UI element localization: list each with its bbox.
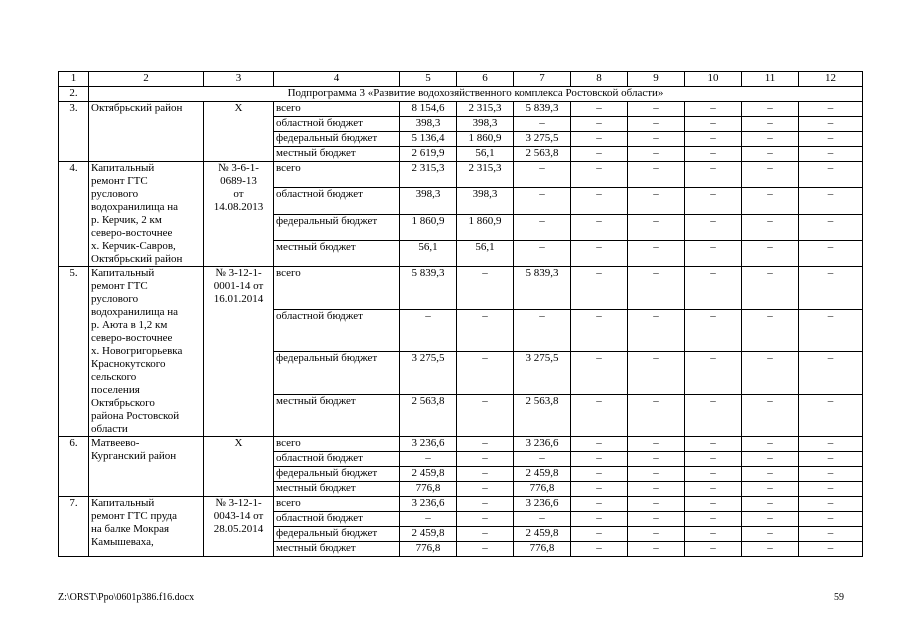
value-cell-7: –	[514, 117, 571, 132]
funding-source: местный бюджет	[274, 542, 400, 557]
value-cell-5: 2 459,8	[400, 527, 457, 542]
value-cell-12: –	[799, 309, 863, 352]
row-number: 4.	[59, 162, 89, 267]
value-cell-6: 1 860,9	[457, 214, 514, 240]
value-cell-6: –	[457, 542, 514, 557]
value-cell-5: –	[400, 512, 457, 527]
value-cell-5: 1 860,9	[400, 214, 457, 240]
value-cell-9: –	[628, 394, 685, 437]
value-cell-6: –	[457, 452, 514, 467]
value-cell-12: –	[799, 527, 863, 542]
value-cell-12: –	[799, 497, 863, 512]
value-cell-9: –	[628, 214, 685, 240]
value-cell-8: –	[571, 162, 628, 188]
value-cell-9: –	[628, 497, 685, 512]
value-cell-6: –	[457, 512, 514, 527]
value-cell-9: –	[628, 467, 685, 482]
value-cell-9: –	[628, 482, 685, 497]
value-cell-8: –	[571, 467, 628, 482]
table-body	[59, 72, 863, 557]
funding-source: всего	[274, 497, 400, 512]
value-cell-9: –	[628, 437, 685, 452]
header-row	[59, 72, 863, 87]
value-cell-11: –	[742, 394, 799, 437]
value-cell-6: –	[457, 467, 514, 482]
value-cell-12: –	[799, 452, 863, 467]
document-number: № 3-6-1- 0689-13 от 14.08.2013	[204, 162, 274, 267]
value-cell-10: –	[685, 117, 742, 132]
value-cell-9: –	[628, 188, 685, 214]
value-cell-7: 3 236,6	[514, 437, 571, 452]
value-cell-8: –	[571, 542, 628, 557]
value-cell-6: 2 315,3	[457, 162, 514, 188]
value-cell-7: 3 236,6	[514, 497, 571, 512]
value-cell-5: 5 136,4	[400, 132, 457, 147]
value-cell-6: 398,3	[457, 117, 514, 132]
object-name: Октябрьский район	[89, 102, 204, 162]
value-cell-5: 398,3	[400, 117, 457, 132]
value-cell-6: –	[457, 497, 514, 512]
object-name: Матвеево- Курганский район	[89, 437, 204, 497]
value-cell-5: 398,3	[400, 188, 457, 214]
value-cell-12: –	[799, 147, 863, 162]
row-number: 7.	[59, 497, 89, 557]
value-cell-10: –	[685, 132, 742, 147]
value-cell-9: –	[628, 147, 685, 162]
header-cell-7: 7	[514, 72, 571, 87]
value-cell-10: –	[685, 512, 742, 527]
value-cell-11: –	[742, 452, 799, 467]
funding-source: областной бюджет	[274, 117, 400, 132]
value-cell-12: –	[799, 467, 863, 482]
value-cell-9: –	[628, 452, 685, 467]
value-cell-11: –	[742, 188, 799, 214]
value-cell-11: –	[742, 214, 799, 240]
document-number: Х	[204, 102, 274, 162]
funding-source: областной бюджет	[274, 512, 400, 527]
header-cell-1: 1	[59, 72, 89, 87]
value-cell-11: –	[742, 147, 799, 162]
value-cell-12: –	[799, 162, 863, 188]
value-cell-8: –	[571, 497, 628, 512]
funding-source: федеральный бюджет	[274, 132, 400, 147]
value-cell-12: –	[799, 267, 863, 310]
value-cell-10: –	[685, 437, 742, 452]
value-cell-8: –	[571, 452, 628, 467]
value-cell-7: –	[514, 240, 571, 266]
value-cell-10: –	[685, 214, 742, 240]
table-row	[59, 497, 863, 512]
funding-source: федеральный бюджет	[274, 352, 400, 395]
table-row	[59, 267, 863, 310]
header-cell-2: 2	[89, 72, 204, 87]
value-cell-10: –	[685, 482, 742, 497]
value-cell-8: –	[571, 352, 628, 395]
value-cell-9: –	[628, 352, 685, 395]
value-cell-9: –	[628, 102, 685, 117]
value-cell-12: –	[799, 394, 863, 437]
value-cell-11: –	[742, 309, 799, 352]
object-name: Капитальный ремонт ГТС руслового водохранилища на р. Аюта в 1,2 км северо-восточнее х. Новогригорьевка Краснокутского сельского поселения Октябрьского района Ростовской области	[89, 267, 204, 437]
value-cell-7: 2 459,8	[514, 527, 571, 542]
header-cell-8: 8	[571, 72, 628, 87]
header-cell-6: 6	[457, 72, 514, 87]
value-cell-9: –	[628, 527, 685, 542]
value-cell-8: –	[571, 240, 628, 266]
header-cell-9: 9	[628, 72, 685, 87]
value-cell-11: –	[742, 267, 799, 310]
value-cell-12: –	[799, 117, 863, 132]
funding-source: федеральный бюджет	[274, 527, 400, 542]
header-cell-3: 3	[204, 72, 274, 87]
value-cell-5: –	[400, 309, 457, 352]
value-cell-6: –	[457, 437, 514, 452]
value-cell-9: –	[628, 309, 685, 352]
value-cell-10: –	[685, 267, 742, 310]
header-cell-11: 11	[742, 72, 799, 87]
row-number: 6.	[59, 437, 89, 497]
value-cell-10: –	[685, 102, 742, 117]
funding-source: федеральный бюджет	[274, 467, 400, 482]
value-cell-7: –	[514, 512, 571, 527]
value-cell-5: 56,1	[400, 240, 457, 266]
value-cell-9: –	[628, 542, 685, 557]
funding-source: местный бюджет	[274, 482, 400, 497]
value-cell-11: –	[742, 542, 799, 557]
value-cell-8: –	[571, 309, 628, 352]
value-cell-5: 3 236,6	[400, 497, 457, 512]
subprogram-number: 2.	[59, 87, 89, 102]
value-cell-10: –	[685, 394, 742, 437]
funding-source: федеральный бюджет	[274, 214, 400, 240]
value-cell-10: –	[685, 527, 742, 542]
header-cell-5: 5	[400, 72, 457, 87]
value-cell-7: –	[514, 188, 571, 214]
value-cell-12: –	[799, 542, 863, 557]
funding-source: всего	[274, 102, 400, 117]
value-cell-8: –	[571, 527, 628, 542]
value-cell-9: –	[628, 132, 685, 147]
value-cell-6: 1 860,9	[457, 132, 514, 147]
value-cell-6: 2 315,3	[457, 102, 514, 117]
value-cell-8: –	[571, 482, 628, 497]
value-cell-5: –	[400, 452, 457, 467]
header-cell-12: 12	[799, 72, 863, 87]
table-row	[59, 437, 863, 452]
object-name: Капитальный ремонт ГТС руслового водохранилища на р. Керчик, 2 км северо-восточнее х. Керчик-Савров, Октябрьский район	[89, 162, 204, 267]
funding-source: всего	[274, 267, 400, 310]
value-cell-11: –	[742, 102, 799, 117]
value-cell-11: –	[742, 117, 799, 132]
value-cell-5: 776,8	[400, 542, 457, 557]
value-cell-11: –	[742, 352, 799, 395]
value-cell-7: –	[514, 309, 571, 352]
table-row	[59, 162, 863, 188]
value-cell-11: –	[742, 240, 799, 266]
value-cell-7: 5 839,3	[514, 267, 571, 310]
value-cell-10: –	[685, 542, 742, 557]
value-cell-9: –	[628, 117, 685, 132]
value-cell-9: –	[628, 512, 685, 527]
value-cell-8: –	[571, 188, 628, 214]
value-cell-7: 3 275,5	[514, 352, 571, 395]
value-cell-12: –	[799, 352, 863, 395]
value-cell-5: 8 154,6	[400, 102, 457, 117]
value-cell-11: –	[742, 497, 799, 512]
value-cell-8: –	[571, 102, 628, 117]
footer-file-path: Z:\ORST\Ppo\0601p386.f16.docx	[58, 592, 195, 603]
value-cell-5: 2 619,9	[400, 147, 457, 162]
value-cell-5: 2 563,8	[400, 394, 457, 437]
funding-source: местный бюджет	[274, 147, 400, 162]
value-cell-10: –	[685, 309, 742, 352]
value-cell-11: –	[742, 527, 799, 542]
value-cell-7: 776,8	[514, 542, 571, 557]
value-cell-12: –	[799, 214, 863, 240]
document-number: Х	[204, 437, 274, 497]
value-cell-10: –	[685, 497, 742, 512]
value-cell-5: 2 459,8	[400, 467, 457, 482]
value-cell-6: –	[457, 527, 514, 542]
value-cell-7: 2 459,8	[514, 467, 571, 482]
value-cell-7: 2 563,8	[514, 394, 571, 437]
value-cell-8: –	[571, 512, 628, 527]
value-cell-9: –	[628, 162, 685, 188]
value-cell-7: 2 563,8	[514, 147, 571, 162]
funding-source: областной бюджет	[274, 309, 400, 352]
footer-page-number: 59	[834, 592, 844, 603]
funding-source: областной бюджет	[274, 188, 400, 214]
value-cell-12: –	[799, 512, 863, 527]
value-cell-8: –	[571, 147, 628, 162]
value-cell-7: 776,8	[514, 482, 571, 497]
value-cell-10: –	[685, 240, 742, 266]
value-cell-7: –	[514, 452, 571, 467]
value-cell-10: –	[685, 452, 742, 467]
value-cell-8: –	[571, 214, 628, 240]
funding-source: всего	[274, 437, 400, 452]
subprogram-row	[59, 87, 863, 102]
value-cell-11: –	[742, 162, 799, 188]
value-cell-12: –	[799, 482, 863, 497]
document-number: № 3-12-1- 0001-14 от 16.01.2014	[204, 267, 274, 437]
value-cell-5: 776,8	[400, 482, 457, 497]
value-cell-8: –	[571, 267, 628, 310]
funding-source: местный бюджет	[274, 240, 400, 266]
value-cell-8: –	[571, 394, 628, 437]
object-name: Капитальный ремонт ГТС пруда на балке Мокрая Камышеваха,	[89, 497, 204, 557]
value-cell-6: –	[457, 394, 514, 437]
value-cell-11: –	[742, 132, 799, 147]
table-row	[59, 102, 863, 117]
value-cell-10: –	[685, 467, 742, 482]
header-cell-10: 10	[685, 72, 742, 87]
value-cell-6: 56,1	[457, 147, 514, 162]
value-cell-6: –	[457, 482, 514, 497]
value-cell-12: –	[799, 437, 863, 452]
value-cell-11: –	[742, 437, 799, 452]
funding-source: всего	[274, 162, 400, 188]
value-cell-10: –	[685, 352, 742, 395]
document-number: № 3-12-1- 0043-14 от 28.05.2014	[204, 497, 274, 557]
value-cell-12: –	[799, 240, 863, 266]
funding-source: областной бюджет	[274, 452, 400, 467]
value-cell-10: –	[685, 147, 742, 162]
value-cell-12: –	[799, 132, 863, 147]
value-cell-11: –	[742, 482, 799, 497]
value-cell-8: –	[571, 117, 628, 132]
value-cell-8: –	[571, 437, 628, 452]
value-cell-9: –	[628, 267, 685, 310]
value-cell-7: –	[514, 162, 571, 188]
row-number: 5.	[59, 267, 89, 437]
value-cell-5: 2 315,3	[400, 162, 457, 188]
budget-table	[58, 71, 863, 557]
row-number: 3.	[59, 102, 89, 162]
value-cell-5: 3 236,6	[400, 437, 457, 452]
value-cell-7: 3 275,5	[514, 132, 571, 147]
value-cell-9: –	[628, 240, 685, 266]
value-cell-7: 5 839,3	[514, 102, 571, 117]
value-cell-6: –	[457, 309, 514, 352]
value-cell-10: –	[685, 162, 742, 188]
value-cell-6: 56,1	[457, 240, 514, 266]
value-cell-11: –	[742, 467, 799, 482]
header-cell-4: 4	[274, 72, 400, 87]
value-cell-10: –	[685, 188, 742, 214]
value-cell-6: –	[457, 267, 514, 310]
value-cell-5: 5 839,3	[400, 267, 457, 310]
value-cell-12: –	[799, 102, 863, 117]
funding-source: местный бюджет	[274, 394, 400, 437]
value-cell-6: 398,3	[457, 188, 514, 214]
value-cell-8: –	[571, 132, 628, 147]
subprogram-title: Подпрограмма 3 «Развитие водохозяйственного комплекса Ростовской области»	[89, 87, 863, 102]
value-cell-5: 3 275,5	[400, 352, 457, 395]
value-cell-11: –	[742, 512, 799, 527]
value-cell-7: –	[514, 214, 571, 240]
value-cell-12: –	[799, 188, 863, 214]
value-cell-6: –	[457, 352, 514, 395]
